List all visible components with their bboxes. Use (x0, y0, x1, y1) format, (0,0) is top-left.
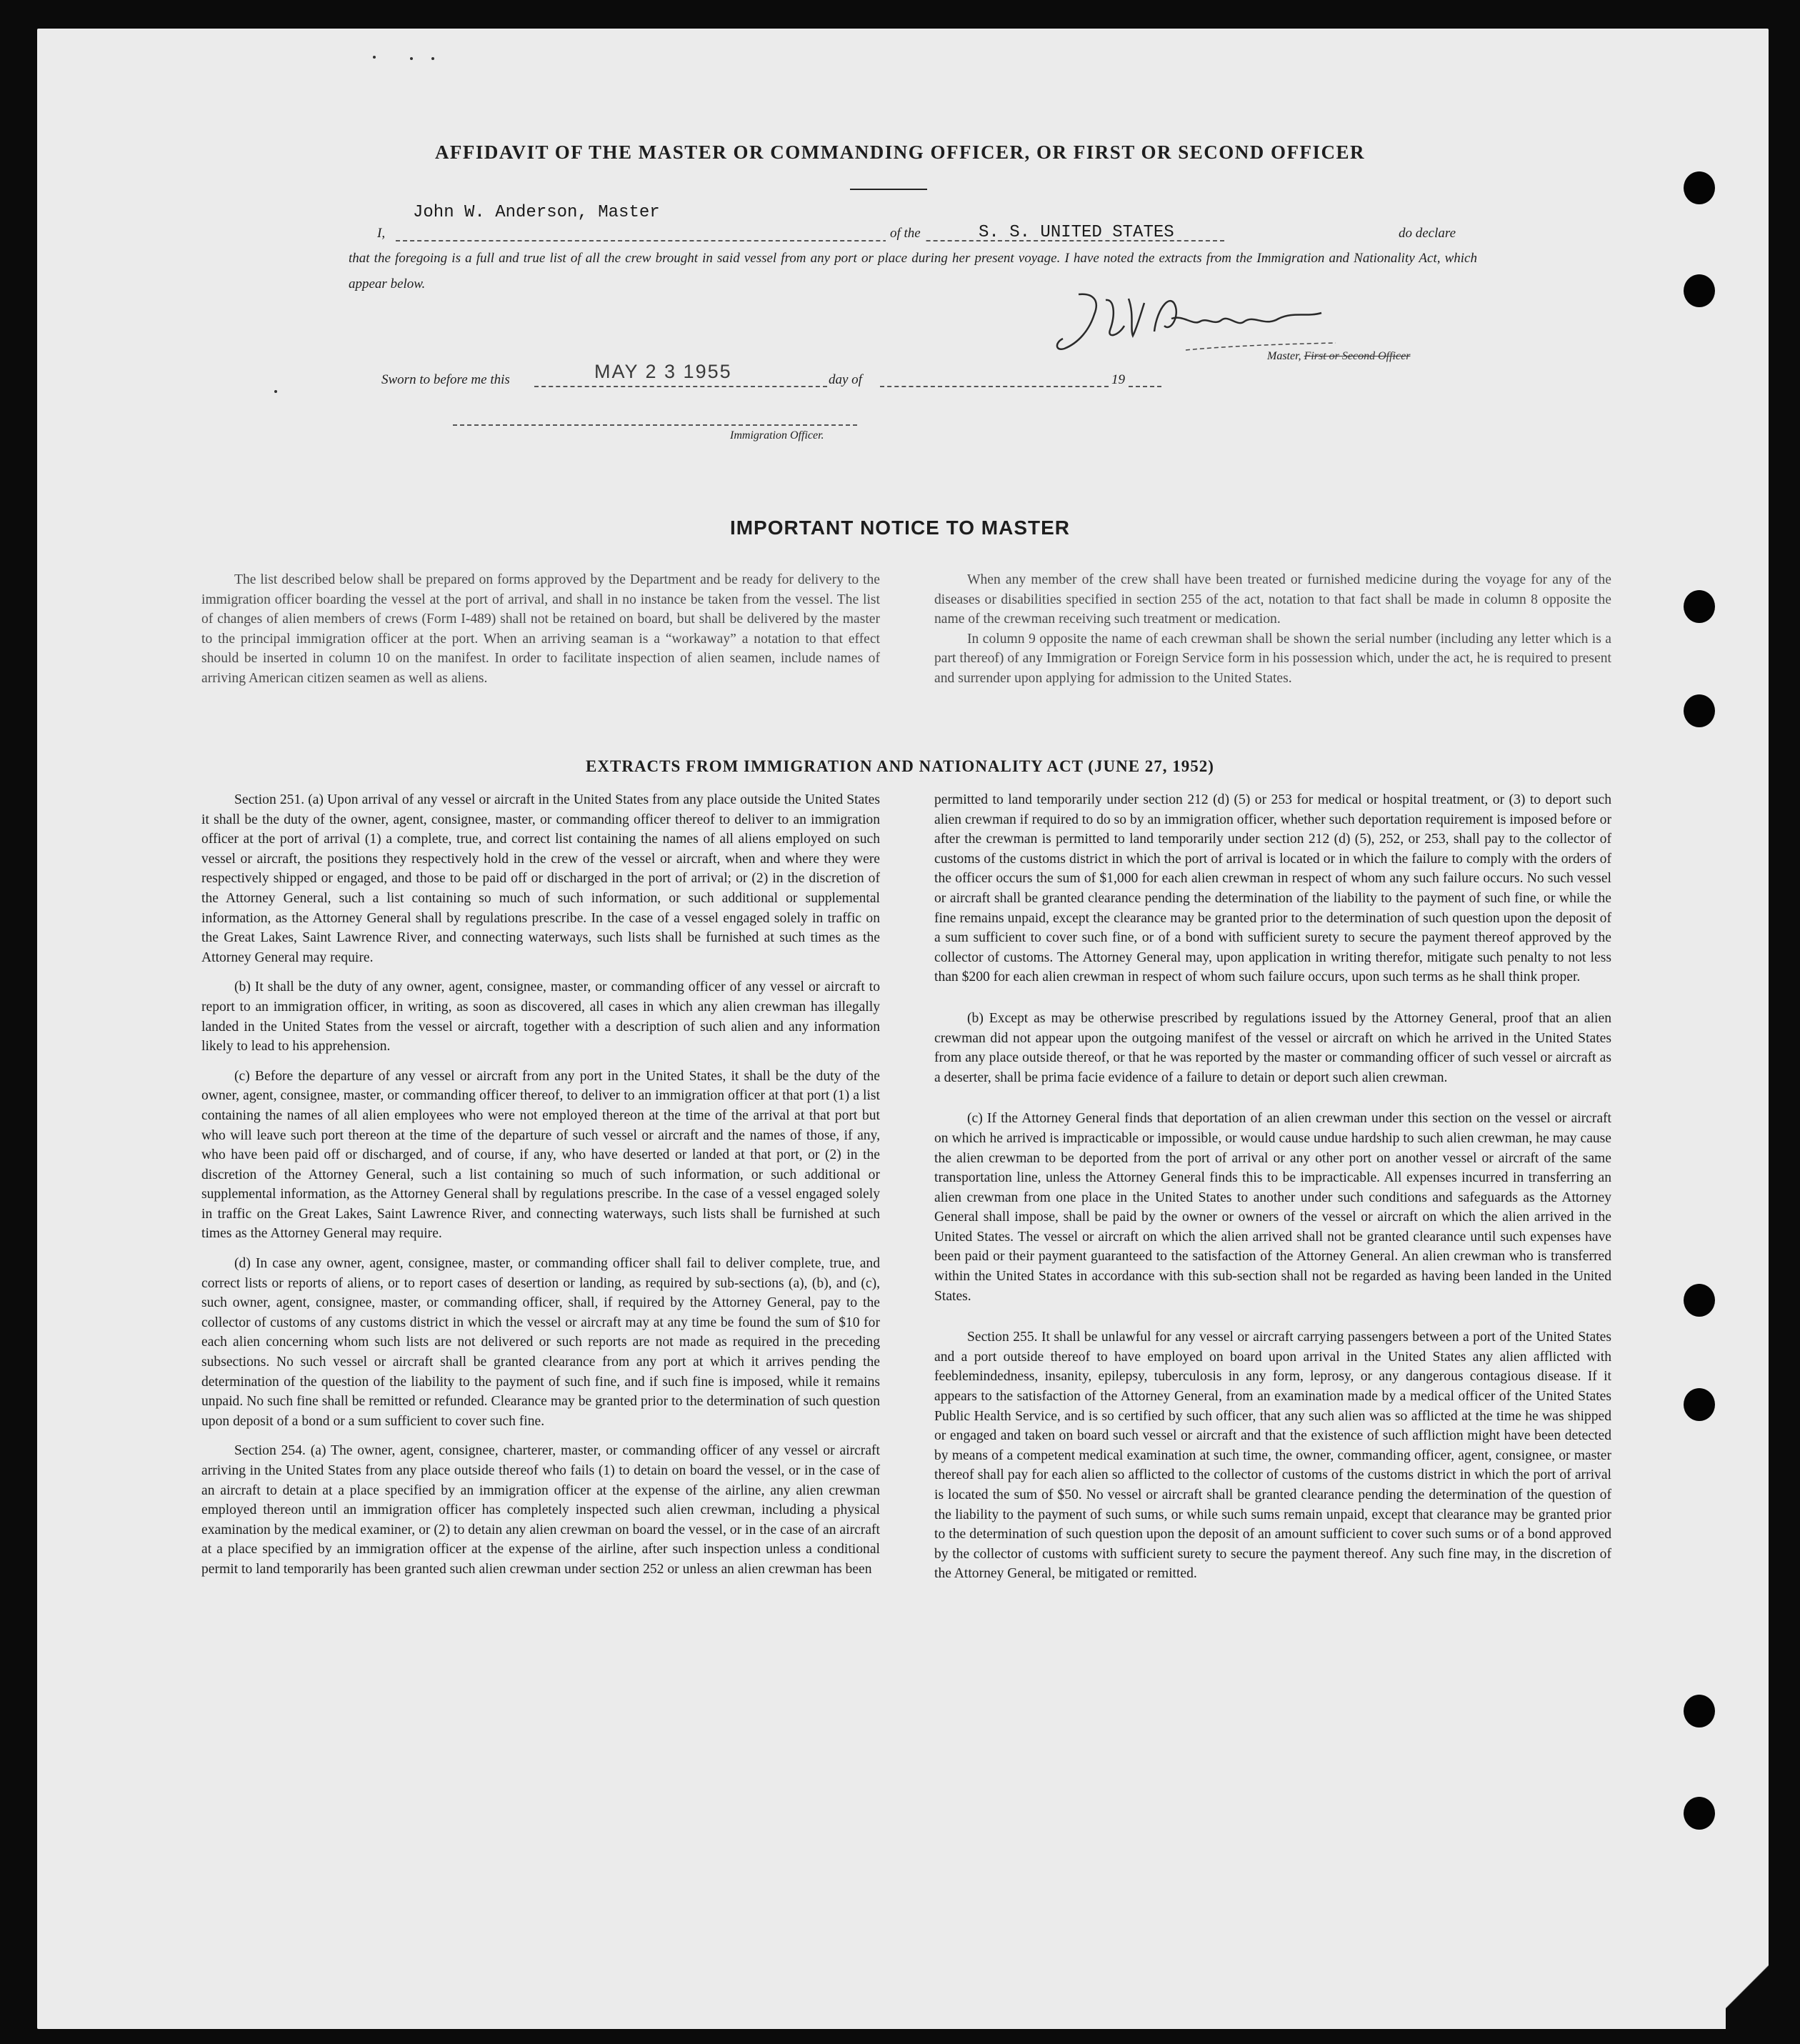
vessel-name: S. S. UNITED STATES (979, 223, 1174, 242)
day-of-label: day of (829, 372, 862, 387)
statute-paragraph: Section 251. (a) Upon arrival of any vessel or aircraft in the United States from any place outside the United States it shall be the duty of the owner, agent, consignee, master, or commanding officer thereof to deliver to an immigration officer at the port of arrival (1) a complete, true, and correct list containing the names of all aliens employed on such vessel or aircraft, the positions they respectively hold in the crew of the vessel or aircraft, when and where they were respectively shipped or engaged, and those to be paid off or discharged in the port of arrival; or (2) in the discretion of the Attorney General, such a list containing so much of such information, or such additional or supplemental information, as the Attorney General shall by regulations prescribe. In the case of a vessel engaged solely in traffic on the Great Lakes, Saint Lawrence River, and connecting waterways, such lists shall be furnished at such times as the Attorney General may require. (201, 792, 880, 965)
officer-signature-blank (453, 424, 857, 426)
declaration-statement: that the foregoing is a full and true list of all the crew brought in said vessel from any port or place during her present voyage. I have noted the extracts from the Immigration and Nationality Act, which appear below. (349, 251, 1477, 291)
immigration-officer-label: Immigration Officer. (730, 429, 824, 442)
page-fold-corner (1726, 1929, 1769, 2029)
punch-hole (1684, 171, 1715, 204)
do-declare-label: do declare (1394, 226, 1460, 241)
signature (1050, 286, 1350, 357)
year-label: 19 (1111, 372, 1125, 387)
statute-paragraph: (c) If the Attorney General finds that deportation of an alien crewman under this section on the vessel or aircraft on which he arrived is impracticable or impossible, or would cause undue hardship to such alien crewman, he may cause the alien crewman to be deported from the port of arrival or any other port on another vessel or aircraft of the same transportation line, unless the Attorney General finds this to be impracticable. All expenses incurred in transferring an alien crewman from one place in the United States to another under such conditions and safeguards as the Attorney General shall impose, shall be paid by the owner or owners of the vessel or aircraft on which the alien arrived in the United States. The vessel or aircraft on which the alien arrived shall not be granted clearance until such expenses have been paid or their payment guaranteed to the satisfaction of the Attorney General. An alien crewman who is transferred within the United States in accordance with this sub-section shall not be regarded as having been landed in the United States. (934, 1111, 1611, 1304)
speck-mark (274, 390, 277, 393)
punch-hole (1684, 590, 1715, 623)
date-stamp: MAY 2 3 1955 (594, 361, 732, 382)
punch-hole (1684, 1284, 1715, 1317)
punch-hole (1684, 1797, 1715, 1830)
of-the-label: of the (886, 226, 925, 241)
struck-officer-label: First or Second Officer (1304, 350, 1411, 362)
punch-hole (1684, 1388, 1715, 1421)
notice-left-column (201, 570, 880, 689)
notice-right-column (934, 570, 1611, 689)
notice-paragraph: In column 9 opposite the name of each crewman shall be shown the serial number (including any letter which is a part thereof) of any Immigration or Foreign Service form in his possession which, under the act, he is required to present and surrender upon applying for admission to the United States. (934, 631, 1611, 686)
year-blank (1129, 386, 1161, 387)
statute-paragraph: permitted to land temporarily under section 212 (d) (5) or 253 for medical or hospital treatment, or (3) to deport such alien crewman if required to do so by an immigration officer, whether such deportation requirement is imposed before or after the crewman is permitted to land temporarily under section 212 (d) (5), 252, or 253, shall pay to the collector of customs of the customs district in which the port of arrival is located or in which the failure to comply with the orders of the officer occurs the sum of $1,000 for each alien crewman in respect of whom any such failure occurs. No such vessel or aircraft shall be granted clearance pending the determination of the liability to the payment of such fine, or while the fine remains unpaid, except the clearance may be granted prior to the determination of such question upon the deposit of a sum sufficient to cover such fine, or of a bond with sufficient surety to secure the payment thereof approved by the collector of customs. The Attorney General may, upon application in writing therefor, mitigate such penalty to not less than $200 for each alien crewman in respect of whom such failure occurs, upon such terms as he shall think proper. (934, 792, 1611, 985)
affidavit-title: AFFIDAVIT OF THE MASTER OR COMMANDING OFFICER, OR FIRST OR SECOND OFFICER (434, 141, 1366, 163)
statute-paragraph: Section 254. (a) The owner, agent, consignee, charterer, master, or commanding officer of any vessel or aircraft arriving in the United States from any place outside thereof who fails (1) to detain on board the vessel, or in the case of an aircraft to detain at a place specified by an immigration officer at the expense of the airline, any alien crewman employed thereon until an immigration officer has completely inspected such alien crewman, including a physical examination by the medical examiner, or (2) to detain any alien crewman on board the vessel, or in the case of an aircraft at a place specified by an immigration officer at the expense of the airline, after such inspection unless a conditional permit to land temporarily has been granted such alien crewman under section 252 or unless an alien crewman has been (201, 1443, 880, 1577)
notice-paragraph: The list described below shall be prepared on forms approved by the Department and be ready for delivery to the immigration officer boarding the vessel at the port of arrival, and shall in no instance be taken from the vessel. The list of changes of alien members of crews (Form I-489) shall not be retained on board, but shall be delivered by the master to the principal immigration officer at the port. When an arriving seaman is a “workaway” a notation to that effect should be inserted in column 10 on the manifest. In order to facilitate inspection of alien seamen, include names of arriving American citizen seamen as well as aliens. (201, 572, 880, 686)
name-blank (396, 240, 1224, 241)
speck-mark (373, 56, 376, 59)
notice-title: IMPORTANT NOTICE TO MASTER (729, 517, 1071, 539)
i-label: I, (377, 226, 386, 241)
master-label (1267, 350, 1410, 363)
extracts-left-column (201, 790, 880, 1580)
month-blank (880, 386, 1109, 387)
statute-paragraph: (b) It shall be the duty of any owner, agent, consignee, master, or commanding officer of any vessel or aircraft to report to an immigration officer, in writing, as soon as discovered, all cases in which any alien crewman has illegally landed in the United States from the vessel or aircraft, together with a description of such alien and any information likely to lead to his apprehension. (201, 979, 880, 1055)
master-title: Master, (1267, 350, 1301, 362)
extracts-title: EXTRACTS FROM IMMIGRATION AND NATIONALITY ACT (JUNE 27, 1952) (586, 757, 1214, 775)
declaration-line (349, 226, 1477, 244)
title-rule (850, 189, 927, 190)
date-blank (534, 386, 827, 387)
speck-mark (431, 57, 434, 60)
speck-mark (410, 57, 413, 60)
statute-paragraph: (c) Before the departure of any vessel or aircraft from any port in the United States, it shall be the duty of the owner, agent, consignee, master, or commanding officer thereof, to deliver to an immigration officer at that port (1) a list containing the names of all alien employees who were not employed thereon at the time of the arrival at that port but who will leave such port thereon at the time of the departure of such vessel or aircraft and the names of those, if any, who have been paid off or discharged, and of course, if any, who have deserted or landed at that port, or (2) in the discretion of the Attorney General, such a list containing so much of such information, or such additional or supplemental information, as the Attorney General shall by regulations prescribe. In the case of a vessel engaged solely in traffic on the Great Lakes, Saint Lawrence River, and connecting waterways, such lists shall be furnished at such times as the Attorney General may require. (201, 1068, 880, 1242)
master-name: John W. Anderson, Master (413, 203, 660, 222)
statute-paragraph: (b) Except as may be otherwise prescribed by regulations issued by the Attorney General, proof that an alien crewman did not appear upon the outgoing manifest of the vessel or aircraft on which he arrived in the United States from any place outside thereof, or that he was reported by the master or commanding officer of such vessel or aircraft as a deserter, shall be prima facie evidence of a failure to detain or deport such alien crewman. (934, 1010, 1611, 1085)
sworn-label: Sworn to before me this (381, 372, 510, 387)
punch-hole (1684, 274, 1715, 307)
extracts-right-column (934, 790, 1611, 1584)
statute-paragraph: (d) In case any owner, agent, consignee, master, or commanding officer shall fail to deliver complete, true, and correct lists or reports of aliens, or to report cases of desertion or landing, as required by sub-sections (a), (b), and (c), such owner, agent, consignee, master, or commanding officer, shall, if required by the Attorney General, pay to the collector of customs of any customs district in which the vessel or aircraft may at any time be found the sum of $10 for each alien concerning whom such lists are not delivered or such reports are not made as required in the preceding subsections. No such vessel or aircraft shall be granted clearance from any port at which it arrives pending the determination of the question of the liability to the payment of such fine, and if such fine is imposed, while it remains unpaid. No such fine shall be remitted or refunded. Clearance may be granted prior to the determination of such question upon deposit of a bond or a sum sufficient to cover such fine. (201, 1256, 880, 1429)
punch-hole (1684, 1695, 1715, 1728)
notice-paragraph: When any member of the crew shall have been treated or furnished medicine during the voyage for any of the diseases or disabilities specified in section 255 of the act, notation to that fact shall be made in column 8 opposite the name of the crewman receiving such treatment or medication. (934, 572, 1611, 627)
punch-hole (1684, 694, 1715, 727)
statute-paragraph: Section 255. It shall be unlawful for any vessel or aircraft carrying passengers between a port of the United States and a port outside thereof to have employed on board upon arrival in the United States any alien afflicted with feeblemindedness, insanity, epilepsy, tuberculosis in any form, leprosy, or any dangerous contagious disease. If it appears to the satisfaction of the Attorney General, from an examination made by a medical officer of the United States Public Health Service, and is so certified by such officer, that any such alien was so afflicted at the time he was shipped or engaged and taken on board such vessel or aircraft and that the existence of such affliction might have been detected by means of a competent medical examination at such time, the owner, commanding officer, agent, consignee, or master thereof shall pay for each alien so afflicted to the collector of customs of the customs district in which the port of arrival is located the sum of $50. No vessel or aircraft shall be granted clearance pending the determination of the question of the liability to the payment of such sums, or while such sums remain unpaid, except that clearance may be granted prior to the determination of such question upon the deposit of an amount sufficient to cover such sums or of a bond approved by the collector of customs with sufficient surety to secure the payment thereof. Any such fine may, in the discretion of the Attorney General, be mitigated or remitted. (934, 1330, 1611, 1582)
